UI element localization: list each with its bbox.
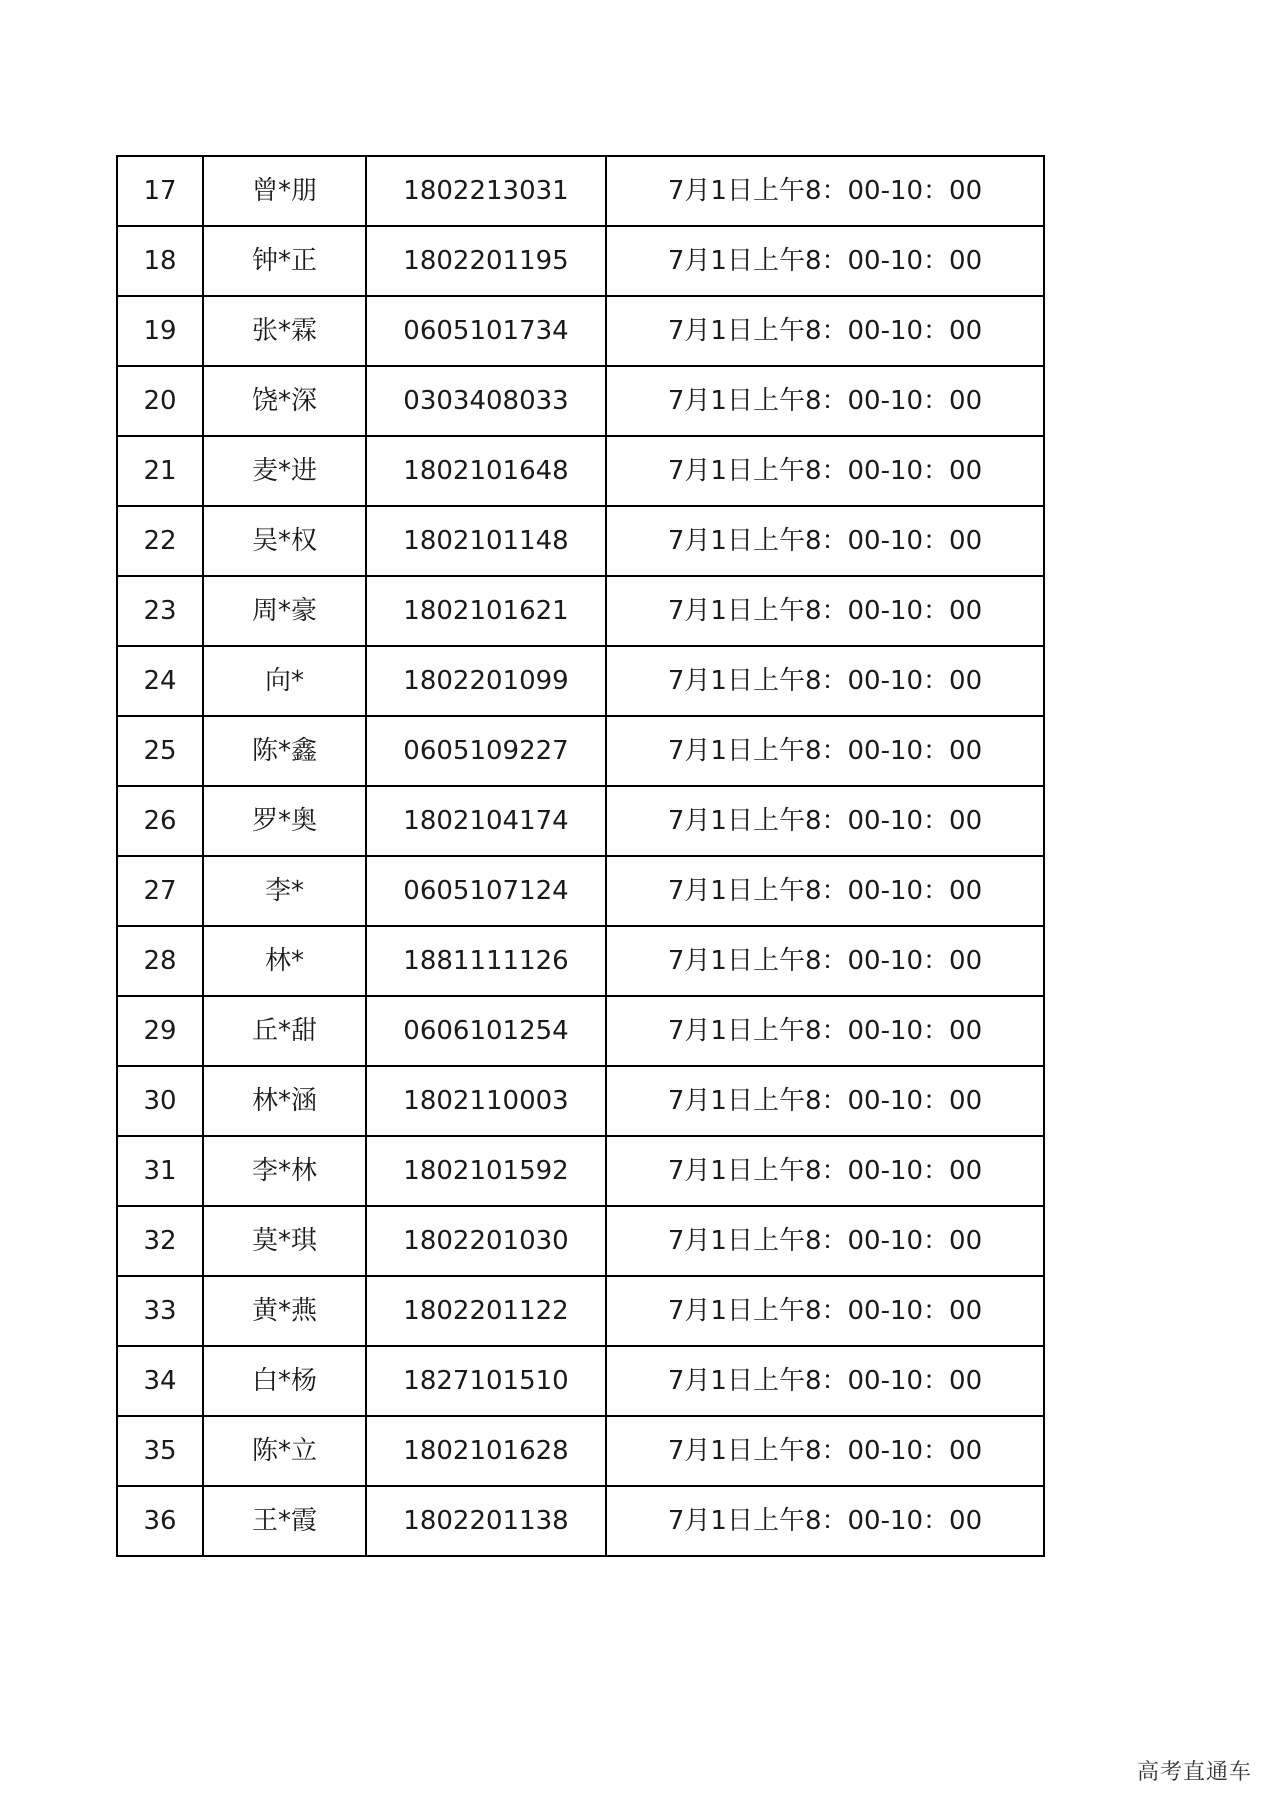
cell-name: 罗*奥	[203, 786, 366, 856]
cell-name: 周*豪	[203, 576, 366, 646]
cell-number: 20	[117, 366, 203, 436]
cell-time: 7月1日上午8：00-10：00	[606, 436, 1044, 506]
cell-number: 35	[117, 1416, 203, 1486]
cell-time: 7月1日上午8：00-10：00	[606, 296, 1044, 366]
cell-name: 林*	[203, 926, 366, 996]
cell-id: 1802101148	[366, 506, 606, 576]
cell-number: 33	[117, 1276, 203, 1346]
cell-id: 1802110003	[366, 1066, 606, 1136]
cell-id: 1802101648	[366, 436, 606, 506]
cell-time: 7月1日上午8：00-10：00	[606, 716, 1044, 786]
cell-number: 18	[117, 226, 203, 296]
cell-time: 7月1日上午8：00-10：00	[606, 1276, 1044, 1346]
cell-time: 7月1日上午8：00-10：00	[606, 856, 1044, 926]
cell-number: 19	[117, 296, 203, 366]
table-row	[117, 716, 1044, 786]
cell-name: 曾*朋	[203, 156, 366, 226]
cell-id: 1802201030	[366, 1206, 606, 1276]
cell-id: 0605109227	[366, 716, 606, 786]
table-row	[117, 506, 1044, 576]
cell-time: 7月1日上午8：00-10：00	[606, 996, 1044, 1066]
cell-number: 27	[117, 856, 203, 926]
cell-number: 28	[117, 926, 203, 996]
cell-number: 24	[117, 646, 203, 716]
cell-number: 36	[117, 1486, 203, 1556]
cell-name: 林*涵	[203, 1066, 366, 1136]
cell-id: 1802201195	[366, 226, 606, 296]
cell-time: 7月1日上午8：00-10：00	[606, 1136, 1044, 1206]
cell-name: 陈*鑫	[203, 716, 366, 786]
cell-id: 1802213031	[366, 156, 606, 226]
table-row	[117, 926, 1044, 996]
cell-name: 麦*进	[203, 436, 366, 506]
cell-time: 7月1日上午8：00-10：00	[606, 646, 1044, 716]
cell-name: 钟*正	[203, 226, 366, 296]
cell-id: 1881111126	[366, 926, 606, 996]
cell-name: 向*	[203, 646, 366, 716]
cell-id: 1802201138	[366, 1486, 606, 1556]
table-row	[117, 786, 1044, 856]
table-row	[117, 996, 1044, 1066]
cell-id: 1802201099	[366, 646, 606, 716]
cell-number: 21	[117, 436, 203, 506]
cell-id: 1802101621	[366, 576, 606, 646]
cell-number: 26	[117, 786, 203, 856]
cell-number: 34	[117, 1346, 203, 1416]
roster-table	[116, 155, 1045, 1557]
table-row	[117, 366, 1044, 436]
cell-number: 30	[117, 1066, 203, 1136]
cell-number: 23	[117, 576, 203, 646]
table-row	[117, 856, 1044, 926]
cell-name: 张*霖	[203, 296, 366, 366]
cell-time: 7月1日上午8：00-10：00	[606, 1416, 1044, 1486]
watermark: 高考直通车	[1136, 1760, 1252, 1785]
cell-name: 丘*甜	[203, 996, 366, 1066]
cell-time: 7月1日上午8：00-10：00	[606, 576, 1044, 646]
table-row	[117, 156, 1044, 226]
cell-number: 22	[117, 506, 203, 576]
cell-id: 0606101254	[366, 996, 606, 1066]
table-row	[117, 1136, 1044, 1206]
cell-name: 吴*权	[203, 506, 366, 576]
cell-time: 7月1日上午8：00-10：00	[606, 1066, 1044, 1136]
table-row	[117, 1206, 1044, 1276]
cell-time: 7月1日上午8：00-10：00	[606, 506, 1044, 576]
cell-number: 17	[117, 156, 203, 226]
cell-id: 1802201122	[366, 1276, 606, 1346]
table-row	[117, 1276, 1044, 1346]
cell-time: 7月1日上午8：00-10：00	[606, 926, 1044, 996]
cell-number: 32	[117, 1206, 203, 1276]
cell-time: 7月1日上午8：00-10：00	[606, 786, 1044, 856]
table-row	[117, 296, 1044, 366]
cell-id: 0605107124	[366, 856, 606, 926]
cell-time: 7月1日上午8：00-10：00	[606, 156, 1044, 226]
cell-id: 1802101628	[366, 1416, 606, 1486]
cell-name: 莫*琪	[203, 1206, 366, 1276]
table-row	[117, 1346, 1044, 1416]
table-row	[117, 646, 1044, 716]
cell-name: 黄*燕	[203, 1276, 366, 1346]
cell-id: 1802104174	[366, 786, 606, 856]
table-row	[117, 226, 1044, 296]
cell-time: 7月1日上午8：00-10：00	[606, 226, 1044, 296]
cell-name: 李*	[203, 856, 366, 926]
cell-time: 7月1日上午8：00-10：00	[606, 1346, 1044, 1416]
cell-time: 7月1日上午8：00-10：00	[606, 1206, 1044, 1276]
table-row	[117, 1066, 1044, 1136]
cell-id: 1802101592	[366, 1136, 606, 1206]
cell-id: 0605101734	[366, 296, 606, 366]
cell-name: 李*林	[203, 1136, 366, 1206]
table-row	[117, 576, 1044, 646]
cell-name: 王*霞	[203, 1486, 366, 1556]
cell-number: 25	[117, 716, 203, 786]
roster-table-body	[117, 156, 1044, 1556]
table-row	[117, 1416, 1044, 1486]
table-row	[117, 1486, 1044, 1556]
cell-id: 1827101510	[366, 1346, 606, 1416]
cell-number: 29	[117, 996, 203, 1066]
cell-name: 白*杨	[203, 1346, 366, 1416]
cell-time: 7月1日上午8：00-10：00	[606, 1486, 1044, 1556]
cell-name: 陈*立	[203, 1416, 366, 1486]
cell-number: 31	[117, 1136, 203, 1206]
cell-id: 0303408033	[366, 366, 606, 436]
cell-time: 7月1日上午8：00-10：00	[606, 366, 1044, 436]
cell-name: 饶*深	[203, 366, 366, 436]
table-row	[117, 436, 1044, 506]
